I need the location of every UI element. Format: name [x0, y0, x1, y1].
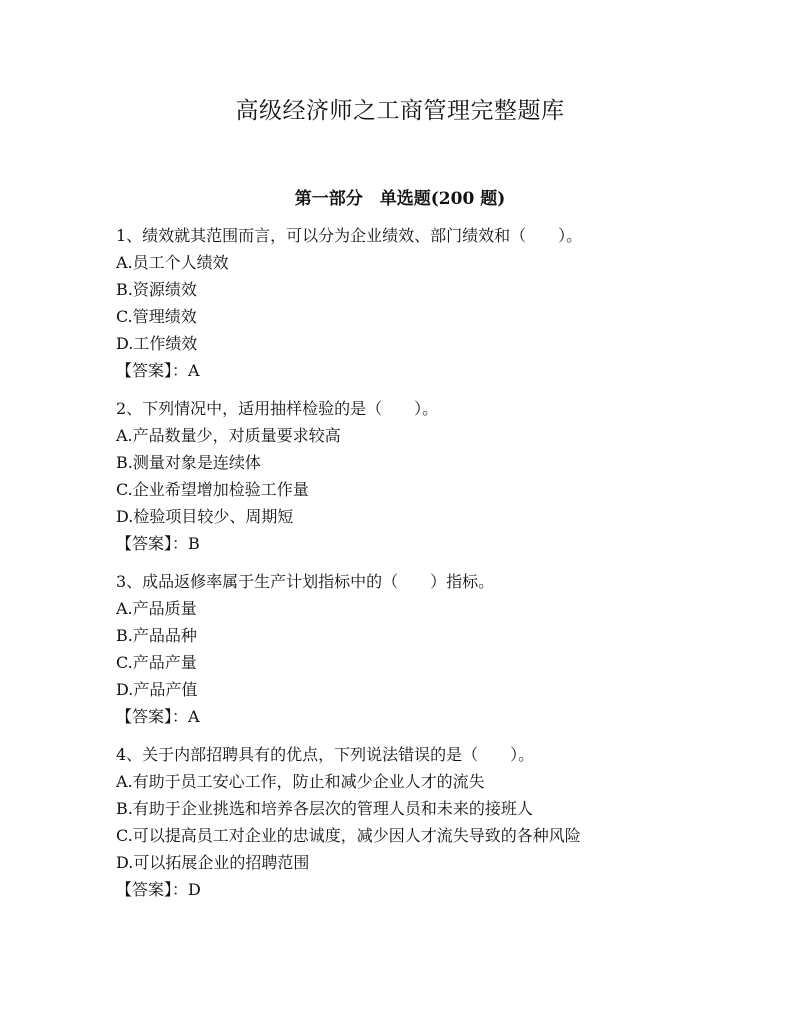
question-stem: 1、绩效就其范围而言，可以分为企业绩效、部门绩效和（ ）。	[116, 226, 583, 245]
question-item	[116, 741, 756, 903]
option-d: D.产品产值	[116, 680, 198, 699]
option-d: D.检验项目较少、周期短	[116, 507, 294, 526]
question-stem: 2、下列情况中，适用抽样检验的是（ ）。	[116, 399, 439, 418]
answer-line: 【答案】：D	[116, 880, 201, 899]
option-d: D.可以拓展企业的招聘范围	[116, 853, 310, 872]
section-title: 第一部分 单选题(200 题)	[294, 189, 506, 209]
answer-line: 【答案】：A	[116, 361, 200, 380]
option-b: B.有助于企业挑选和培养各层次的管理人员和未来的接班人	[116, 799, 533, 818]
question-item	[116, 395, 756, 557]
option-d: D.工作绩效	[116, 334, 198, 353]
question-stem: 3、成品返修率属于生产计划指标中的（ ）指标。	[116, 572, 495, 591]
question-item	[116, 222, 756, 384]
option-a: A.产品质量	[116, 599, 197, 618]
option-b: B.产品品种	[116, 626, 197, 645]
option-c: C.可以提高员工对企业的忠诚度，减少因人才流失导致的各种风险	[116, 826, 581, 845]
answer-line: 【答案】：B	[116, 534, 200, 553]
option-a: A.产品数量少，对质量要求较高	[116, 426, 341, 445]
option-b: B.资源绩效	[116, 280, 197, 299]
option-c: C.管理绩效	[116, 307, 197, 326]
option-a: A.有助于员工安心工作，防止和减少企业人才的流失	[116, 772, 485, 791]
option-c: C.企业希望增加检验工作量	[116, 480, 309, 499]
document-title: 高级经济师之工商管理完整题库	[235, 98, 565, 124]
question-item	[116, 568, 756, 730]
answer-line: 【答案】：A	[116, 707, 200, 726]
question-stem: 4、关于内部招聘具有的优点，下列说法错误的是（ ）。	[116, 745, 535, 764]
question-list	[116, 222, 756, 914]
option-b: B.测量对象是连续体	[116, 453, 261, 472]
option-c: C.产品产量	[116, 653, 197, 672]
option-a: A.员工个人绩效	[116, 253, 229, 272]
